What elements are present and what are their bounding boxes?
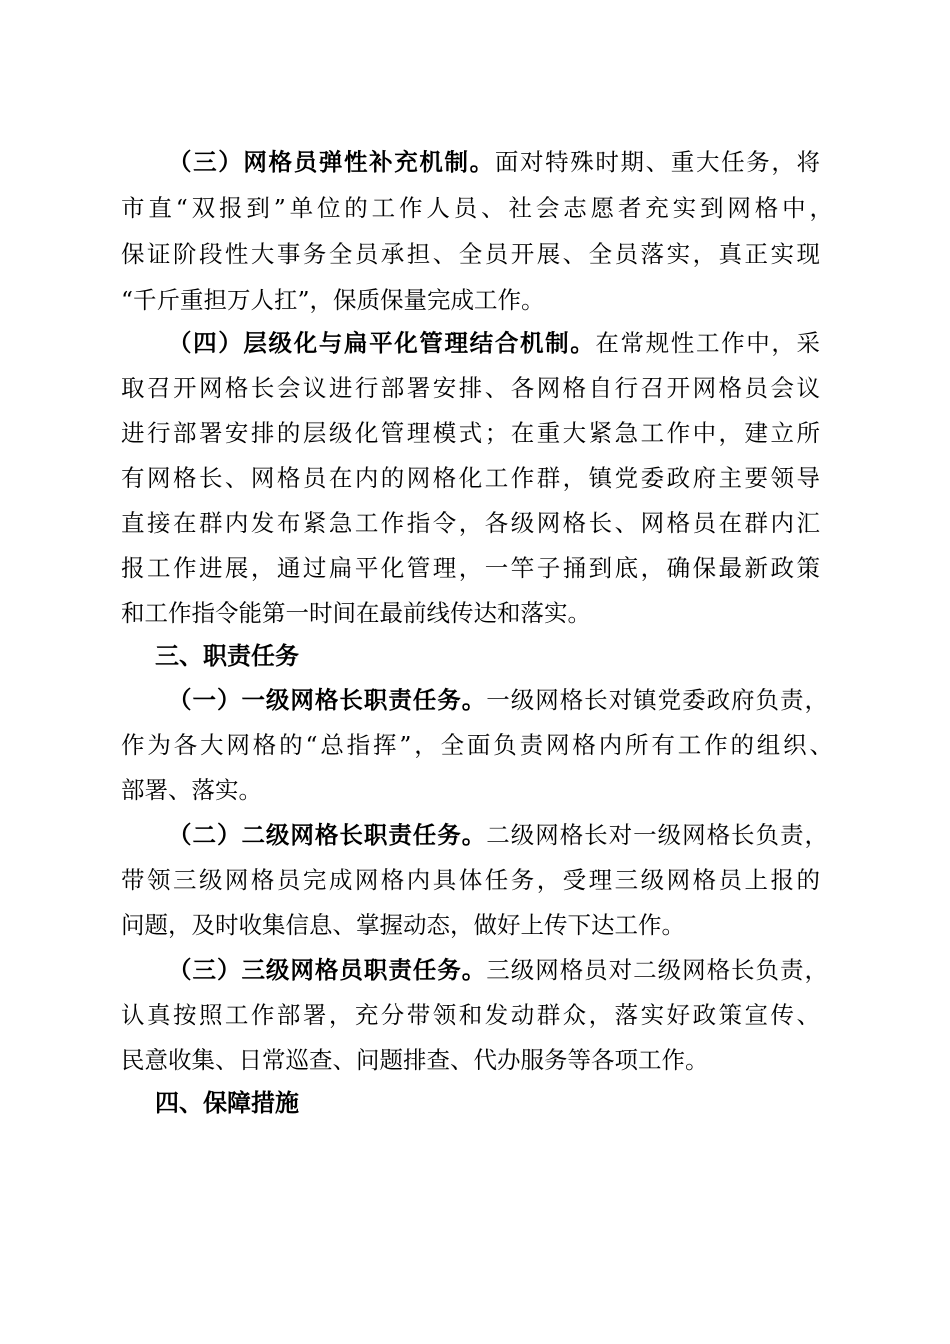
- paragraph-4-line-2: 取召开网格长会议进行部署安排、各网格自行召开网格员会议: [121, 374, 820, 402]
- paragraph-3-line-2: 市直“双报到”单位的工作人员、社会志愿者充实到网格中，: [121, 194, 833, 222]
- item-3-lead: （三）三级网格员职责任务。: [168, 956, 487, 984]
- item-3-line-1-text: 三级网格员对二级网格长负责，: [486, 956, 828, 984]
- paragraph-4-line-1-text: 在常规性工作中，采: [595, 329, 821, 357]
- item-1-line-1: [168, 677, 828, 723]
- section-4-heading: 四、保障措施: [155, 1089, 299, 1117]
- item-1-line-3: 部署、落实。: [121, 776, 262, 804]
- paragraph-3-line-4: “千斤重担万人扛”，保质保量完成工作。: [121, 286, 545, 314]
- item-2-lead: （二）二级网格长职责任务。: [168, 821, 487, 849]
- section-3-heading: 三、职责任务: [155, 642, 299, 670]
- paragraph-4-lead: （四）层级化与扁平化管理结合机制。: [168, 329, 596, 357]
- paragraph-3-line-1-text: 面对特殊时期、重大任务，将: [494, 148, 821, 176]
- item-2-line-1-text: 二级网格长对一级网格长负责，: [486, 821, 828, 849]
- paragraph-4-line-4: 有网格长、网格员在内的网格化工作群，镇党委政府主要领导: [121, 464, 820, 492]
- paragraph-4-line-3: 进行部署安排的层级化管理模式；在重大紧急工作中，建立所: [121, 419, 820, 447]
- item-3-line-2: 认真按照工作部署，充分带领和发动群众，落实好政策宣传、: [121, 1001, 820, 1029]
- paragraph-4-line-6: 报工作进展，通过扁平化管理，一竿子捅到底，确保最新政策: [121, 554, 820, 582]
- paragraph-3-lead: （三）网格员弹性补充机制。: [168, 148, 495, 176]
- item-3-line-3: 民意收集、日常巡查、问题排查、代办服务等各项工作。: [121, 1046, 709, 1074]
- item-2-line-3: 问题，及时收集信息、掌握动态，做好上传下达工作。: [121, 911, 685, 939]
- paragraph-3-line-3: 保证阶段性大事务全员承担、全员开展、全员落实，真正实现: [121, 240, 820, 268]
- item-1-lead: （一）一级网格长职责任务。: [168, 686, 487, 714]
- paragraph-4-line-1: [168, 320, 820, 366]
- paragraph-3-line-1: [168, 139, 820, 185]
- paragraph-4-line-7: 和工作指令能第一时间在最前线传达和落实。: [121, 599, 591, 627]
- item-2-line-1: [168, 812, 828, 858]
- item-2-line-2: 带领三级网格员完成网格内具体任务，受理三级网格员上报的: [121, 866, 820, 894]
- item-1-line-2: 作为各大网格的“总指挥”，全面负责网格内所有工作的组织、: [121, 731, 833, 759]
- paragraph-4-line-5: 直接在群内发布紧急工作指令，各级网格长、网格员在群内汇: [121, 509, 820, 537]
- item-1-line-1-text: 一级网格长对镇党委政府负责，: [486, 686, 828, 714]
- item-3-line-1: [168, 947, 828, 993]
